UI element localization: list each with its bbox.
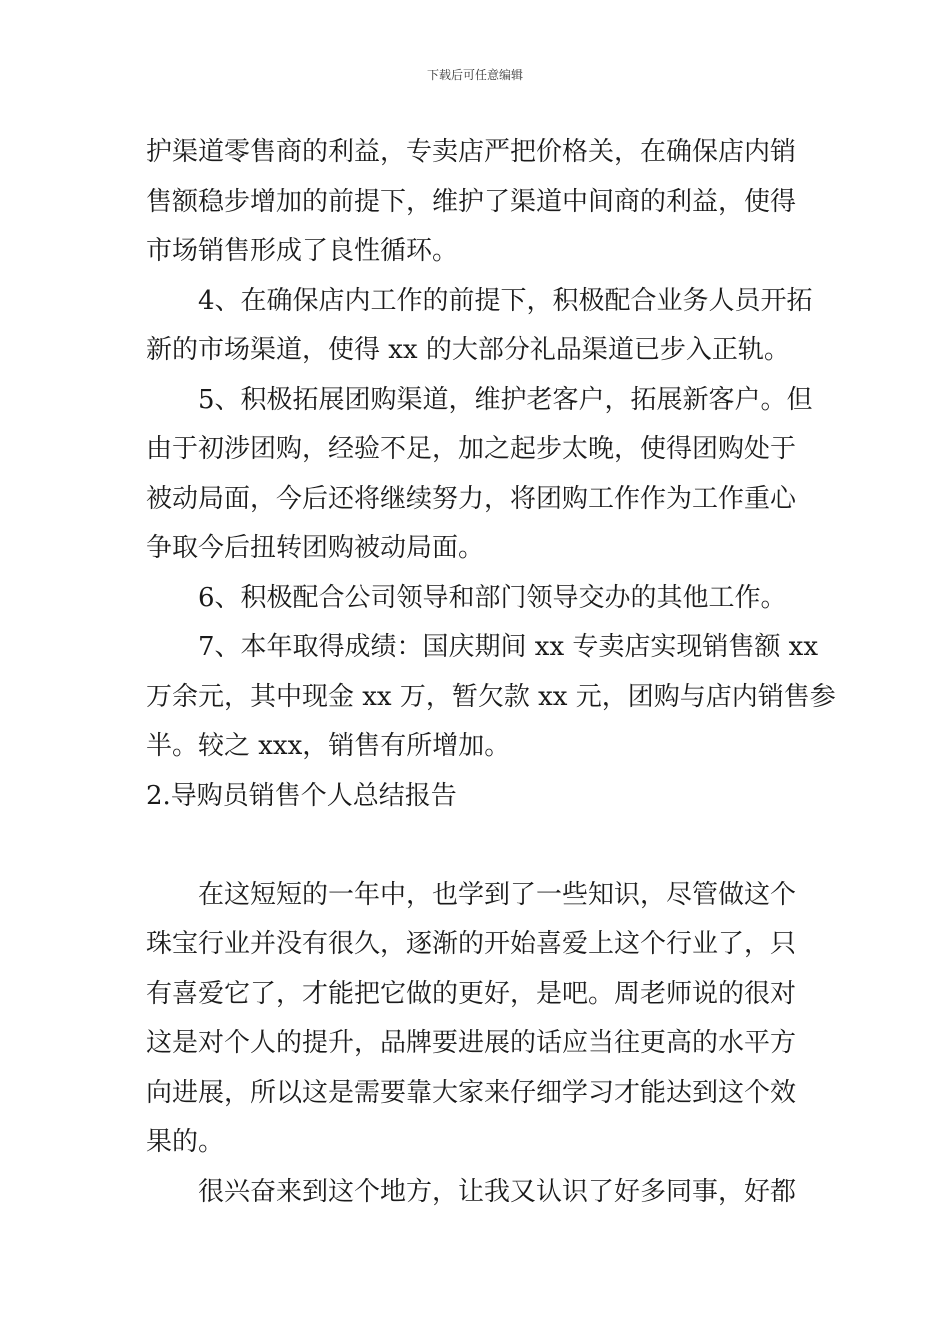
text-line: 珠宝行业并没有很久，逐渐的开始喜爱上这个行业了，只 xyxy=(146,929,797,959)
text-line: 售额稳步增加的前提下，维护了渠道中间商的利益，使得 xyxy=(146,186,797,217)
text-line: 果的。 xyxy=(146,1127,225,1157)
text-line: 在这短短的一年中，也学到了一些知识，尽管做这个 xyxy=(198,879,797,910)
text-line: 2.导购员销售个人总结报告 xyxy=(146,780,457,811)
text-line: 争取今后扭转团购被动局面。 xyxy=(146,533,485,563)
text-line: 半。较之 xxx，销售有所增加。 xyxy=(146,731,511,761)
text-line: 万余元，其中现金 xx 万，暂欠款 xx 元，团购与店内销售参 xyxy=(146,681,836,712)
text-line: 有喜爱它了，才能把它做的更好，是吧。周老师说的很对 xyxy=(146,978,797,1009)
text-line: 7、本年取得成绩：国庆期间 xx 专卖店实现销售额 xx xyxy=(198,632,818,662)
text-line: 5、积极拓展团购渠道，维护老客户，拓展新客户。但 xyxy=(198,384,813,415)
blank-line xyxy=(146,821,812,871)
text-line: 很兴奋来到这个地方，让我又认识了好多同事，好都 xyxy=(198,1176,797,1207)
text-line: 由于初涉团购，经验不足，加之起步太晚，使得团购处于 xyxy=(146,434,797,464)
page-header: 下载后可任意编辑 xyxy=(426,68,523,82)
text-line: 新的市场渠道，使得 xx 的大部分礼品渠道已步入正轨。 xyxy=(146,335,790,365)
text-line: 市场销售形成了良性循环。 xyxy=(146,236,459,266)
document-body xyxy=(146,128,836,1217)
text-line: 这是对个人的提升，品牌要进展的话应当往更高的水平方 xyxy=(146,1028,797,1058)
text-line: 向进展，所以这是需要靠大家来仔细学习才能达到这个效 xyxy=(146,1077,797,1108)
text-line: 6、积极配合公司领导和部门领导交办的其他工作。 xyxy=(198,582,787,613)
text-line: 护渠道零售商的利益，专卖店严把价格关，在确保店内销 xyxy=(146,137,797,167)
text-line: 4、在确保店内工作的前提下，积极配合业务人员开拓 xyxy=(198,285,813,316)
text-line: 被动局面，今后还将继续努力，将团购工作作为工作重心 xyxy=(146,483,797,514)
